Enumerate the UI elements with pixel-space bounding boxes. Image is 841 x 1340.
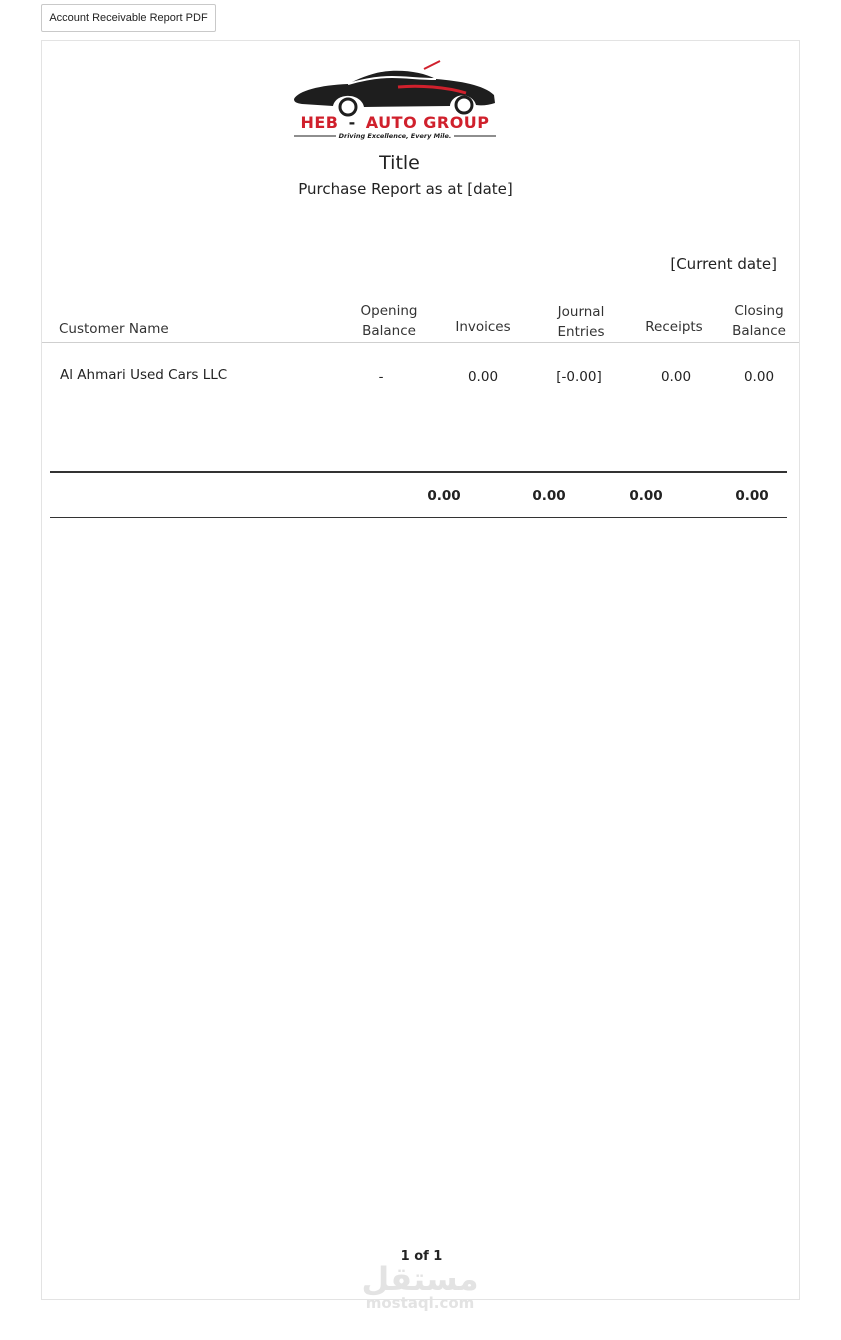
cell-invoices: 0.00 — [467, 369, 499, 385]
header-invoices: Invoices — [455, 319, 511, 335]
cell-receipts: 0.00 — [660, 369, 692, 385]
report-title: Title — [379, 152, 420, 174]
totals-bottom-rule — [50, 517, 787, 518]
report-page — [41, 40, 800, 1300]
header-receipts: Receipts — [645, 319, 703, 335]
report-subtitle: Purchase Report as at [date] — [298, 180, 513, 198]
cell-customer-name: Al Ahmari Used Cars LLC — [60, 367, 228, 383]
logo-wordmark: HEB - AUTO GROUP — [300, 113, 490, 132]
report-tab[interactable]: Account Receivable Report PDF — [41, 4, 216, 32]
cell-closing-balance: 0.00 — [743, 369, 775, 385]
watermark — [360, 1262, 480, 1310]
current-date: [Current date] — [670, 255, 777, 273]
company-logo — [290, 57, 500, 141]
logo-tagline: Driving Excellence, Every Mile. — [338, 132, 452, 140]
total-invoices: 0.00 — [427, 488, 461, 504]
total-journal-entries: 0.00 — [532, 488, 566, 504]
page-counter: 1 of 1 — [400, 1249, 443, 1264]
cell-opening-balance: - — [378, 369, 384, 385]
total-closing-balance: 0.00 — [735, 488, 769, 504]
header-divider — [42, 342, 799, 343]
header-journal-entries: Journal Entries — [557, 304, 605, 340]
header-customer-name: Customer Name — [59, 321, 169, 337]
total-receipts: 0.00 — [629, 488, 663, 504]
watermark-arabic: مستقل — [361, 1260, 479, 1298]
header-opening-balance: Opening Balance — [360, 303, 418, 339]
cell-journal-entries: [-0.00] — [556, 369, 602, 385]
header-closing-balance: Closing Balance — [732, 303, 786, 339]
totals-top-rule — [50, 471, 787, 473]
watermark-url: mostaql.com — [365, 1294, 475, 1312]
